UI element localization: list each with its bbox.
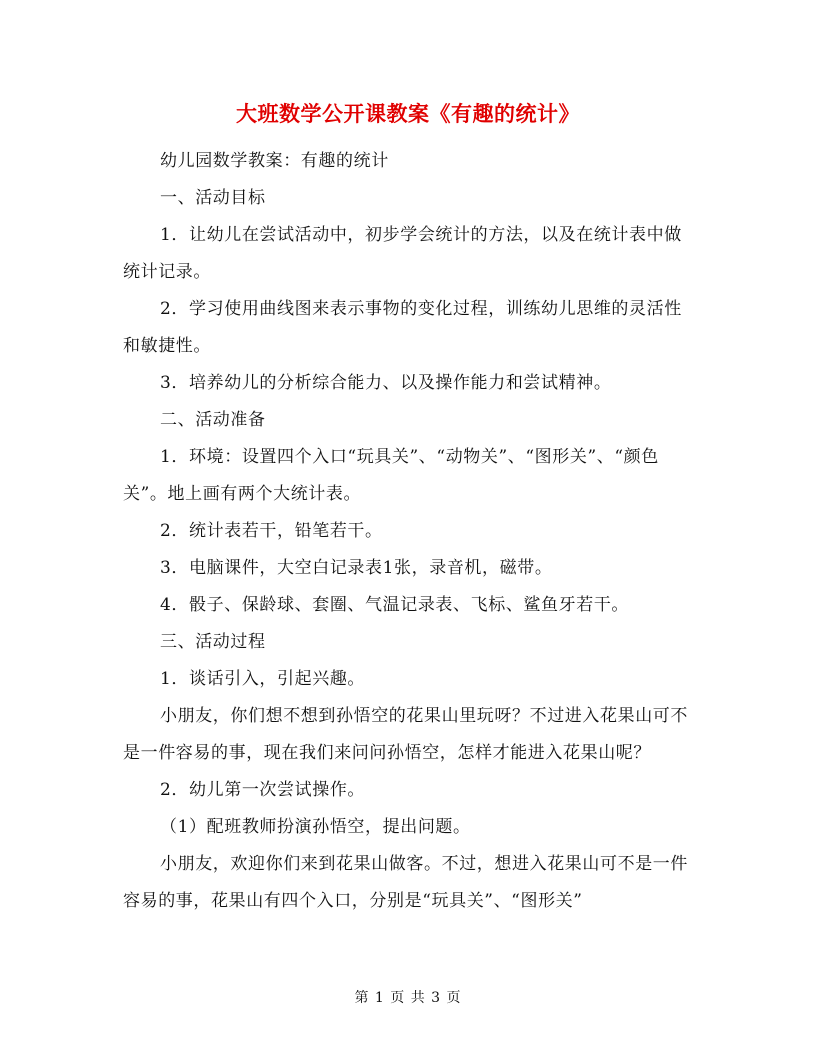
paragraph: 幼儿园数学教案：有趣的统计 [160, 151, 389, 171]
paragraph: 2．幼儿第一次尝试操作。 [160, 780, 366, 800]
paragraph: 3．培养幼儿的分析综合能力、以及操作能力和尝试精神。 [160, 373, 612, 393]
paragraph: 4．骰子、保龄球、套圈、气温记录表、飞标、鲨鱼牙若干。 [160, 595, 630, 615]
section-heading: 一、活动目标 [160, 188, 266, 208]
paragraph: 1．环境：设置四个入口“玩具关”、“动物关”、“图形关”、“颜色关”。地上画有两个大统计表。 [123, 447, 659, 504]
paragraph: 1．谈话引入，引起兴趣。 [160, 669, 366, 689]
section-heading: 三、活动过程 [160, 632, 266, 652]
paragraph: 2．统计表若干，铅笔若干。 [160, 521, 383, 541]
paragraph: 小朋友，你们想不想到孙悟空的花果山里玩呀？不过进入花果山可不是一件容易的事，现在我们来问问孙悟空，怎样才能进入花果山呢？ [123, 706, 688, 763]
paragraph: 3．电脑课件，大空白记录表1张，录音机，磁带。 [160, 558, 553, 578]
document-title: 大班数学公开课教案《有趣的统计》 [236, 101, 580, 126]
paragraph: 2．学习使用曲线图来表示事物的变化过程，训练幼儿思维的灵活性和敏捷性。 [123, 299, 682, 356]
section-heading: 二、活动准备 [160, 410, 266, 430]
document-body [123, 143, 695, 920]
page-footer: 第 1 页 共 3 页 [354, 990, 462, 1006]
paragraph: 1．让幼儿在尝试活动中，初步学会统计的方法，以及在统计表中做统计记录。 [123, 225, 682, 282]
paragraph: 小朋友，欢迎你们来到花果山做客。不过，想进入花果山可不是一件容易的事，花果山有四个入口，分别是“玩具关”、“图形关” [123, 854, 688, 911]
paragraph: （1）配班教师扮演孙悟空，提出问题。 [160, 817, 471, 837]
